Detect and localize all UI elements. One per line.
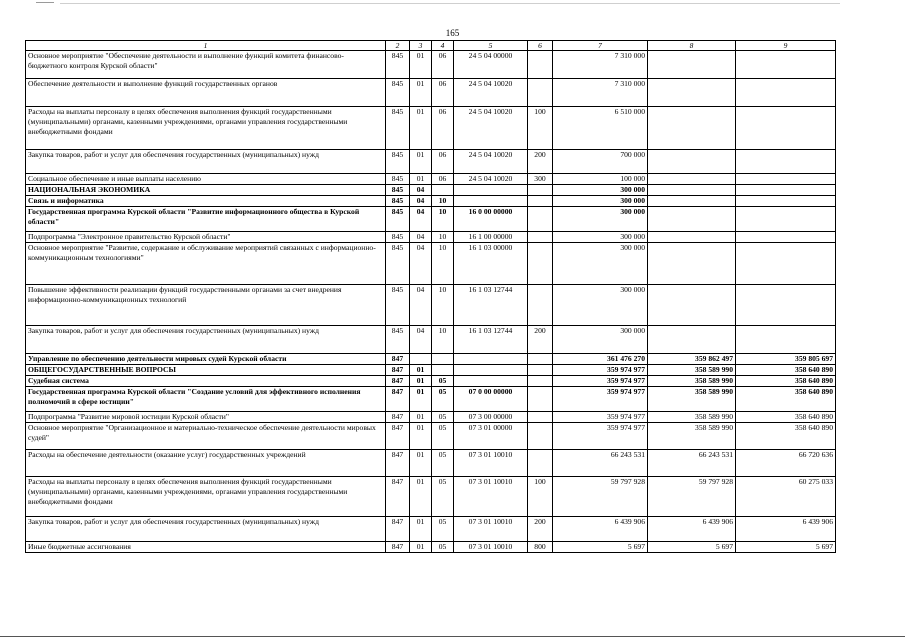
target-article-cell	[454, 196, 528, 207]
amount-year1-cell: 359 974 977	[553, 423, 648, 450]
target-article-cell	[454, 365, 528, 376]
amount-year2-cell: 6 439 906	[648, 517, 736, 542]
expense-type-cell: 100	[528, 477, 553, 517]
section-cell: 04	[410, 185, 432, 196]
amount-year2-cell: 359 862 497	[648, 354, 736, 365]
row-name-cell: Закупка товаров, работ и услуг для обеспечения государственных (муниципальных) нужд	[26, 150, 386, 174]
admin-code-cell: 845	[386, 185, 410, 196]
expense-type-cell: 300	[528, 174, 553, 185]
amount-year1-cell: 59 797 928	[553, 477, 648, 517]
admin-code-cell: 847	[386, 376, 410, 387]
admin-code-cell: 845	[386, 79, 410, 107]
amount-year1-cell: 100 000	[553, 174, 648, 185]
row-name-cell: Подпрограмма "Электронное правительство Курской области"	[26, 232, 386, 243]
column-header: 4	[432, 41, 454, 51]
section-cell: 01	[410, 150, 432, 174]
section-cell: 01	[410, 477, 432, 517]
expense-type-cell	[528, 450, 553, 477]
section-cell: 01	[410, 517, 432, 542]
column-header: 9	[736, 41, 836, 51]
subsection-cell: 05	[432, 423, 454, 450]
amount-year1-cell: 66 243 531	[553, 450, 648, 477]
target-article-cell: 24 5 04 10020	[454, 174, 528, 185]
target-article-cell: 24 5 04 10020	[454, 107, 528, 150]
row-name-cell: Подпрограмма "Развитие мировой юстиции Курской области"	[26, 412, 386, 423]
target-article-cell: 07 3 00 00000	[454, 412, 528, 423]
table-row	[26, 51, 836, 79]
amount-year1-cell: 7 310 000	[553, 51, 648, 79]
amount-year1-cell: 359 974 977	[553, 365, 648, 376]
expense-type-cell: 100	[528, 107, 553, 150]
expense-type-cell	[528, 196, 553, 207]
row-name-cell: Государственная программа Курской области "Развитие информационного общества в Курской области"	[26, 207, 386, 232]
table-row	[26, 174, 836, 185]
amount-year2-cell	[648, 107, 736, 150]
admin-code-cell: 845	[386, 150, 410, 174]
section-cell: 01	[410, 79, 432, 107]
section-cell	[410, 354, 432, 365]
admin-code-cell: 847	[386, 354, 410, 365]
target-article-cell: 16 1 03 00000	[454, 243, 528, 285]
amount-year3-cell: 358 640 890	[736, 412, 836, 423]
expense-type-cell	[528, 376, 553, 387]
table-row	[26, 354, 836, 365]
table-row	[26, 232, 836, 243]
row-name-cell: Государственная программа Курской области "Создание условий для эффективного исполнения полномочий в сфере юстиции"	[26, 387, 386, 412]
admin-code-cell: 845	[386, 174, 410, 185]
table-row	[26, 376, 836, 387]
expense-type-cell: 200	[528, 517, 553, 542]
amount-year3-cell: 6 439 906	[736, 517, 836, 542]
amount-year1-cell: 300 000	[553, 196, 648, 207]
amount-year3-cell: 358 640 890	[736, 376, 836, 387]
target-article-cell	[454, 376, 528, 387]
section-cell: 04	[410, 326, 432, 354]
amount-year3-cell: 358 640 890	[736, 365, 836, 376]
table-row	[26, 387, 836, 412]
table-row	[26, 450, 836, 477]
target-article-cell: 07 3 01 10010	[454, 450, 528, 477]
table-body	[26, 51, 836, 553]
admin-code-cell: 847	[386, 450, 410, 477]
admin-code-cell: 845	[386, 207, 410, 232]
section-cell: 04	[410, 285, 432, 326]
section-cell: 01	[410, 542, 432, 553]
subsection-cell: 06	[432, 150, 454, 174]
amount-year2-cell: 358 589 990	[648, 365, 736, 376]
amount-year1-cell: 300 000	[553, 232, 648, 243]
table-row	[26, 412, 836, 423]
target-article-cell: 16 1 03 12744	[454, 285, 528, 326]
subsection-cell	[432, 185, 454, 196]
row-name-cell: Расходы на обеспечение деятельности (оказание услуг) государственных учреждений	[26, 450, 386, 477]
admin-code-cell: 845	[386, 51, 410, 79]
section-cell: 01	[410, 387, 432, 412]
amount-year1-cell: 300 000	[553, 326, 648, 354]
target-article-cell: 07 0 00 00000	[454, 387, 528, 412]
amount-year2-cell	[648, 243, 736, 285]
column-header: 7	[553, 41, 648, 51]
section-cell: 01	[410, 423, 432, 450]
amount-year2-cell: 358 589 990	[648, 387, 736, 412]
amount-year3-cell	[736, 79, 836, 107]
amount-year1-cell: 359 974 977	[553, 412, 648, 423]
amount-year2-cell	[648, 207, 736, 232]
admin-code-cell: 845	[386, 326, 410, 354]
amount-year2-cell: 66 243 531	[648, 450, 736, 477]
expense-type-cell: 200	[528, 150, 553, 174]
row-name-cell: ОБЩЕГОСУДАРСТВЕННЫЕ ВОПРОСЫ	[26, 365, 386, 376]
amount-year2-cell: 358 589 990	[648, 423, 736, 450]
target-article-cell: 24 5 04 00000	[454, 51, 528, 79]
row-name-cell: Повышение эффективности реализации функций государственными органами за счет внедрения информационно-коммуникационных технологий	[26, 285, 386, 326]
amount-year2-cell	[648, 285, 736, 326]
expense-type-cell: 800	[528, 542, 553, 553]
row-name-cell: Основное мероприятие "Развитие, содержание и обслуживание мероприятий связанных с информационно-коммуникационным технологиями"	[26, 243, 386, 285]
amount-year3-cell: 66 720 636	[736, 450, 836, 477]
expense-type-cell	[528, 387, 553, 412]
amount-year3-cell	[736, 232, 836, 243]
admin-code-cell: 847	[386, 423, 410, 450]
subsection-cell: 05	[432, 542, 454, 553]
amount-year2-cell	[648, 51, 736, 79]
admin-code-cell: 847	[386, 365, 410, 376]
row-name-cell: Управление по обеспечению деятельности мировых судей Курской области	[26, 354, 386, 365]
row-name-cell: Иные бюджетные ассигнования	[26, 542, 386, 553]
section-cell: 04	[410, 207, 432, 232]
expense-type-cell	[528, 51, 553, 79]
table-row	[26, 285, 836, 326]
expense-type-cell: 200	[528, 326, 553, 354]
amount-year1-cell: 359 974 977	[553, 376, 648, 387]
expense-type-cell	[528, 232, 553, 243]
row-name-cell: НАЦИОНАЛЬНАЯ ЭКОНОМИКА	[26, 185, 386, 196]
amount-year1-cell: 6 510 000	[553, 107, 648, 150]
subsection-cell: 10	[432, 207, 454, 232]
subsection-cell: 05	[432, 477, 454, 517]
subsection-cell: 10	[432, 243, 454, 285]
amount-year3-cell: 359 805 697	[736, 354, 836, 365]
amount-year3-cell: 5 697	[736, 542, 836, 553]
section-cell: 01	[410, 412, 432, 423]
target-article-cell: 24 5 04 10020	[454, 79, 528, 107]
amount-year3-cell	[736, 51, 836, 79]
amount-year2-cell	[648, 150, 736, 174]
section-cell: 01	[410, 51, 432, 79]
column-header: 2	[386, 41, 410, 51]
subsection-cell: 06	[432, 107, 454, 150]
amount-year3-cell: 358 640 890	[736, 387, 836, 412]
section-cell: 01	[410, 450, 432, 477]
admin-code-cell: 845	[386, 285, 410, 326]
row-name-cell: Закупка товаров, работ и услуг для обеспечения государственных (муниципальных) нужд	[26, 326, 386, 354]
admin-code-cell: 847	[386, 477, 410, 517]
subsection-cell: 10	[432, 326, 454, 354]
subsection-cell: 05	[432, 517, 454, 542]
row-name-cell: Основное мероприятие "Обеспечение деятельности и выполнение функций комитета финансово-бюджетного контроля Курской области"	[26, 51, 386, 79]
section-cell: 01	[410, 376, 432, 387]
admin-code-cell: 847	[386, 412, 410, 423]
column-header: 6	[528, 41, 553, 51]
section-cell: 04	[410, 232, 432, 243]
amount-year1-cell: 700 000	[553, 150, 648, 174]
scan-artifact	[36, 2, 54, 3]
amount-year3-cell	[736, 174, 836, 185]
row-name-cell: Судебная система	[26, 376, 386, 387]
amount-year3-cell	[736, 243, 836, 285]
amount-year2-cell	[648, 232, 736, 243]
subsection-cell: 05	[432, 387, 454, 412]
expense-type-cell	[528, 185, 553, 196]
admin-code-cell: 847	[386, 542, 410, 553]
table-row	[26, 79, 836, 107]
amount-year1-cell: 300 000	[553, 285, 648, 326]
subsection-cell: 06	[432, 51, 454, 79]
table-row	[26, 107, 836, 150]
amount-year2-cell	[648, 185, 736, 196]
target-article-cell: 16 1 00 00000	[454, 232, 528, 243]
admin-code-cell: 847	[386, 517, 410, 542]
subsection-cell: 10	[432, 196, 454, 207]
subsection-cell: 05	[432, 376, 454, 387]
target-article-cell: 16 0 00 00000	[454, 207, 528, 232]
amount-year1-cell: 300 000	[553, 243, 648, 285]
amount-year1-cell: 361 476 270	[553, 354, 648, 365]
scan-artifact	[0, 636, 905, 637]
table-row	[26, 196, 836, 207]
amount-year3-cell	[736, 185, 836, 196]
amount-year2-cell: 59 797 928	[648, 477, 736, 517]
table-row	[26, 542, 836, 553]
subsection-cell: 06	[432, 79, 454, 107]
row-name-cell: Расходы на выплаты персоналу в целях обеспечения выполнения функций государственными (муниципальными) органами, казенными учреждениями, органами управления государственными внебюджетными фондами	[26, 477, 386, 517]
expense-type-cell	[528, 423, 553, 450]
subsection-cell: 10	[432, 232, 454, 243]
expense-type-cell	[528, 243, 553, 285]
column-header: 8	[648, 41, 736, 51]
table-row	[26, 150, 836, 174]
subsection-cell: 05	[432, 450, 454, 477]
admin-code-cell: 847	[386, 387, 410, 412]
row-name-cell: Расходы на выплаты персоналу в целях обеспечения выполнения функций государственными (муниципальными) органами, казенными учреждениями, органами управления государственными внебюджетными фондами	[26, 107, 386, 150]
table-row	[26, 423, 836, 450]
section-cell: 01	[410, 365, 432, 376]
expense-type-cell	[528, 365, 553, 376]
expense-type-cell	[528, 412, 553, 423]
amount-year1-cell: 5 697	[553, 542, 648, 553]
amount-year2-cell	[648, 196, 736, 207]
expense-type-cell	[528, 285, 553, 326]
amount-year3-cell	[736, 150, 836, 174]
amount-year1-cell: 300 000	[553, 207, 648, 232]
target-article-cell: 07 3 01 10010	[454, 542, 528, 553]
amount-year1-cell: 300 000	[553, 185, 648, 196]
section-cell: 04	[410, 243, 432, 285]
table-row	[26, 517, 836, 542]
table-row	[26, 326, 836, 354]
column-header: 3	[410, 41, 432, 51]
table-row	[26, 243, 836, 285]
amount-year2-cell	[648, 79, 736, 107]
amount-year3-cell	[736, 196, 836, 207]
admin-code-cell: 845	[386, 196, 410, 207]
table-row	[26, 185, 836, 196]
amount-year2-cell	[648, 174, 736, 185]
expense-type-cell	[528, 79, 553, 107]
expense-type-cell	[528, 354, 553, 365]
target-article-cell: 07 3 01 10010	[454, 477, 528, 517]
row-name-cell: Связь и информатика	[26, 196, 386, 207]
row-name-cell: Закупка товаров, работ и услуг для обеспечения государственных (муниципальных) нужд	[26, 517, 386, 542]
amount-year2-cell: 358 589 990	[648, 412, 736, 423]
amount-year3-cell	[736, 207, 836, 232]
row-name-cell: Основное мероприятие "Организационное и материально-техническое обеспечение деятельности мировых судей"	[26, 423, 386, 450]
target-article-cell	[454, 185, 528, 196]
amount-year2-cell	[648, 326, 736, 354]
admin-code-cell: 845	[386, 232, 410, 243]
amount-year3-cell	[736, 326, 836, 354]
table-row	[26, 477, 836, 517]
budget-table	[25, 40, 836, 553]
amount-year1-cell: 6 439 906	[553, 517, 648, 542]
target-article-cell: 16 1 03 12744	[454, 326, 528, 354]
admin-code-cell: 845	[386, 107, 410, 150]
row-name-cell: Социальное обеспечение и иные выплаты населению	[26, 174, 386, 185]
page-number: 165	[445, 28, 460, 38]
target-article-cell: 07 3 01 00000	[454, 423, 528, 450]
target-article-cell: 07 3 01 10010	[454, 517, 528, 542]
subsection-cell	[432, 365, 454, 376]
section-cell: 04	[410, 196, 432, 207]
section-cell: 01	[410, 174, 432, 185]
table-row	[26, 207, 836, 232]
subsection-cell: 06	[432, 174, 454, 185]
column-header: 1	[26, 41, 386, 51]
target-article-cell: 24 5 04 10020	[454, 150, 528, 174]
amount-year1-cell: 359 974 977	[553, 387, 648, 412]
table-row	[26, 365, 836, 376]
subsection-cell	[432, 354, 454, 365]
amount-year2-cell: 358 589 990	[648, 376, 736, 387]
amount-year3-cell	[736, 285, 836, 326]
row-name-cell: Обеспечение деятельности и выполнение функций государственных органов	[26, 79, 386, 107]
scan-artifact	[60, 3, 840, 4]
admin-code-cell: 845	[386, 243, 410, 285]
amount-year3-cell: 60 275 033	[736, 477, 836, 517]
expense-type-cell	[528, 207, 553, 232]
column-number-row	[26, 41, 836, 51]
amount-year1-cell: 7 310 000	[553, 79, 648, 107]
subsection-cell: 05	[432, 412, 454, 423]
column-header: 5	[454, 41, 528, 51]
amount-year3-cell	[736, 107, 836, 150]
amount-year3-cell: 358 640 890	[736, 423, 836, 450]
target-article-cell	[454, 354, 528, 365]
amount-year2-cell: 5 697	[648, 542, 736, 553]
section-cell: 01	[410, 107, 432, 150]
subsection-cell: 10	[432, 285, 454, 326]
